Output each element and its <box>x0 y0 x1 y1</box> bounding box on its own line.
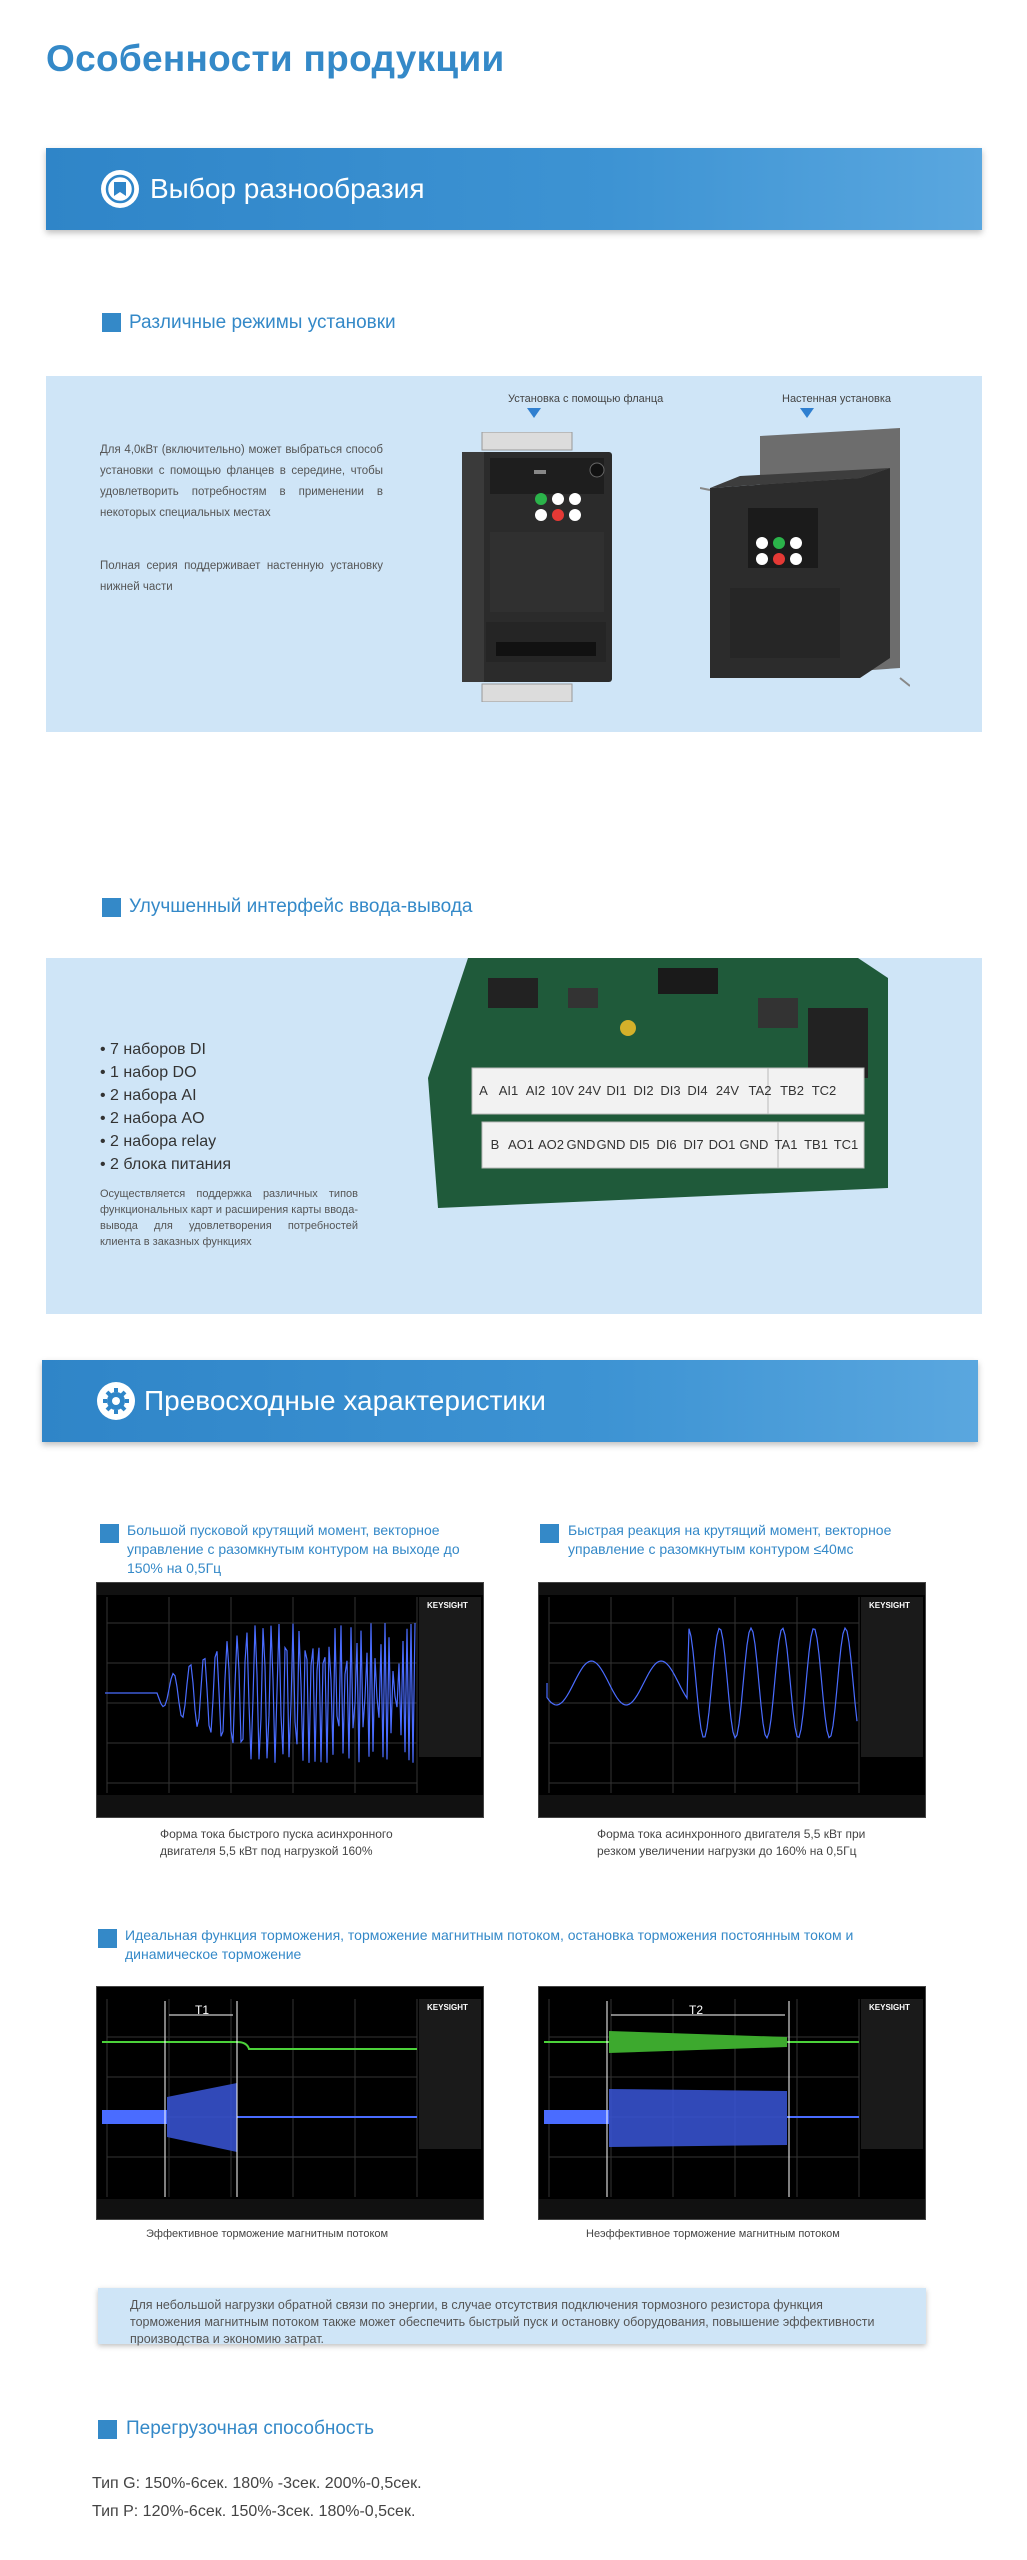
bullet-square <box>98 2420 117 2439</box>
io-description: Осуществляется поддержка различных типов функциональных карт и расширения карты ввода-вывода для удовлетворения потребностей клиента в заказных функциях <box>100 1188 358 1248</box>
braking-title: Идеальная функция торможения, торможение магнитным потоком, остановка торможения постоянным током и динамическое торможение <box>125 1927 854 1962</box>
list-item: • 2 набора AI <box>100 1087 197 1104</box>
torque-start-title: Большой пусковой крутящий момент, векторное управление с разомкнутым контуром на выходе до 150% на 0,5Гц <box>127 1522 460 1576</box>
overload-type-p: Тип P: 120%-6сек. 150%-3сек. 180%-0,5сек. <box>92 2503 416 2520</box>
banner-performance <box>42 1360 978 1442</box>
list-item: • 7 наборов DI <box>100 1041 206 1058</box>
arrow-down-icon <box>800 408 814 418</box>
marker-t2: T2 <box>689 2003 704 2017</box>
badge-icon <box>101 170 139 208</box>
label-flange: Установка с помощью фланца <box>508 393 664 405</box>
installation-text-2: Полная серия поддерживает настенную установку нижней части <box>100 560 383 593</box>
bullet-square <box>102 898 121 917</box>
terminal-row-top: A AI1 AI2 10V 24V DI1 DI2 DI3 DI4 24V TA2 TB2 TC2 <box>479 1083 837 1098</box>
scope-brand: KEYSIGHT <box>869 1601 910 1610</box>
braking-note: Для небольшой нагрузки обратной связи по энергии, в случае отсутствия подключения тормозного резистора функция торможения магнитным потоком также может обеспечить быстрый пуск и остановку оборудования, повышение эффективности производства и экономию затрат. <box>130 2298 875 2346</box>
oscilloscope-effective-braking <box>96 1986 484 2220</box>
scope-brand: KEYSIGHT <box>427 2003 468 2012</box>
bullet-square <box>98 1929 117 1948</box>
list-item: • 1 набор DO <box>100 1064 197 1081</box>
braking-note-box <box>98 2288 926 2344</box>
oscilloscope-torque-response <box>538 1582 926 1818</box>
bullet-square <box>100 1524 119 1543</box>
gear-icon <box>97 1382 135 1420</box>
overload-type-g: Тип G: 150%-6сек. 180% -3сек. 200%-0,5сек. <box>92 2475 422 2492</box>
caption-effective-braking: Эффективное торможение магнитным потоком <box>146 2228 389 2240</box>
banner-title: Выбор разнообразия <box>150 173 425 204</box>
terminal-row-bottom: B AO1 AO2 GND GND DI5 DI6 DI7 DO1 GND TA1 TB1 TC1 <box>490 1137 859 1152</box>
installation-text-1: Для 4,0кВт (включительно) может выбраться способ установки с помощью фланцев в середине, чтобы удовлетворить потребностям в применении в некоторых специальных местах <box>100 444 383 519</box>
arrow-down-icon <box>527 408 541 418</box>
scope-brand: KEYSIGHT <box>427 1601 468 1610</box>
io-board-image <box>428 958 888 1218</box>
list-item: • 2 блока питания <box>100 1156 232 1173</box>
oscilloscope-ineffective-braking <box>538 1986 926 2220</box>
list-item: • 2 набора AO <box>100 1110 205 1127</box>
caption-start-current: Форма тока быстрого пуска асинхронного двигателя 5,5 кВт под нагрузкой 160% <box>160 1827 393 1858</box>
oscilloscope-start-current <box>96 1582 484 1818</box>
drive-flange-image <box>456 432 616 702</box>
page-title: Особенности продукции <box>46 38 505 79</box>
banner-title: Превосходные характеристики <box>144 1385 546 1416</box>
list-item: • 2 набора relay <box>100 1133 217 1150</box>
label-wall: Настенная установка <box>782 393 891 405</box>
section-title-overload: Перегрузочная способность <box>126 2418 374 2439</box>
section-title-io: Улучшенный интерфейс ввода-вывода <box>129 896 473 917</box>
caption-ineffective-braking: Неэффективное торможение магнитным потоком <box>586 2228 840 2240</box>
bullet-square <box>102 313 121 332</box>
bullet-square <box>540 1524 559 1543</box>
scope-brand: KEYSIGHT <box>869 2003 910 2012</box>
drive-wall-image <box>700 428 910 718</box>
marker-t1: T1 <box>195 2003 210 2017</box>
banner-variety <box>46 148 982 230</box>
section-title-installation: Различные режимы установки <box>129 312 396 333</box>
io-feature-list <box>100 1038 231 1176</box>
torque-response-title: Быстрая реакция на крутящий момент, векторное управление с разомкнутым контуром ≤40мс <box>568 1522 892 1557</box>
caption-torque-response: Форма тока асинхронного двигателя 5,5 кВт при резком увеличении нагрузки до 160% на 0,5Гц <box>597 1827 866 1858</box>
